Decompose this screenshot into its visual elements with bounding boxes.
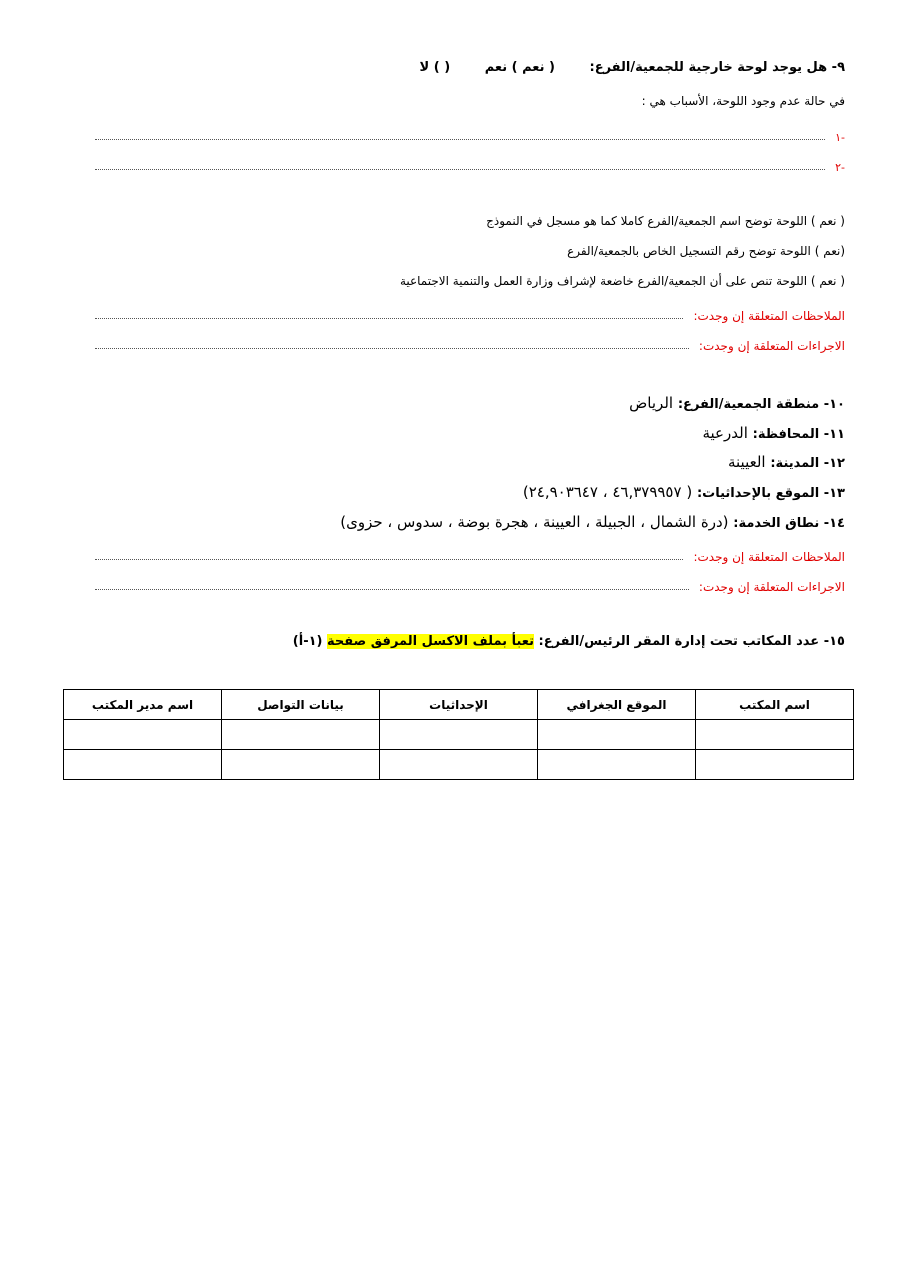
coordinates-value: ( ٤٦,٣٧٩٩٥٧ ، ٢٤,٩٠٣٦٤٧) bbox=[522, 483, 693, 501]
excel-note-highlight: تعبأ بملف الاكسل المرفق صفحة bbox=[327, 634, 534, 649]
table-cell[interactable] bbox=[696, 750, 854, 780]
dotted-fill bbox=[95, 348, 689, 349]
dotted-fill bbox=[95, 559, 683, 560]
q9-yes-option[interactable]: ( نعم ) نعم bbox=[484, 60, 555, 75]
table-header-row bbox=[64, 690, 854, 720]
region-row bbox=[629, 394, 845, 412]
table-cell[interactable] bbox=[222, 720, 380, 750]
reason-number-1: -١ bbox=[835, 131, 845, 144]
city-label: ١٢- المدينة: bbox=[770, 456, 845, 471]
governorate-value: الدرعية bbox=[702, 424, 748, 442]
notes-label: الملاحظات المتعلقة إن وجدت: bbox=[693, 550, 845, 564]
governorate-label: ١١- المحافظة: bbox=[752, 427, 845, 442]
check-sign-name[interactable]: ( نعم ) اللوحة توضح اسم الجمعية/الفرع كاملا كما هو مسجل في النموذج bbox=[486, 214, 845, 228]
notes-label: الملاحظات المتعلقة إن وجدت: bbox=[693, 309, 845, 323]
excel-page-ref: (١-أ) bbox=[292, 634, 323, 649]
reason-line-2[interactable] bbox=[95, 156, 845, 174]
dotted-fill bbox=[95, 589, 689, 590]
check-sign-registration[interactable]: (نعم ) اللوحة توضح رقم التسجيل الخاص بالجمعية/الفرع bbox=[567, 244, 845, 258]
table-cell[interactable] bbox=[538, 720, 696, 750]
header-office-manager: اسم مدير المكتب bbox=[64, 690, 222, 720]
coordinates-row bbox=[523, 483, 845, 501]
dotted-fill bbox=[95, 318, 683, 319]
table-cell[interactable] bbox=[696, 720, 854, 750]
q9-no-option[interactable]: ( ) لا bbox=[419, 60, 451, 75]
service-scope-row bbox=[340, 513, 845, 531]
actions-line-2[interactable] bbox=[95, 576, 845, 594]
notes-line-2[interactable] bbox=[95, 546, 845, 564]
table-cell[interactable] bbox=[380, 750, 538, 780]
coordinates-label: ١٣- الموقع بالإحداثيات: bbox=[696, 486, 845, 501]
city-row bbox=[728, 453, 845, 471]
reason-line-1[interactable] bbox=[95, 126, 845, 144]
governorate-row bbox=[702, 424, 845, 442]
actions-label: الاجراءات المتعلقة إن وجدت: bbox=[698, 339, 845, 353]
city-value: العيينة bbox=[727, 453, 766, 471]
table-cell[interactable] bbox=[380, 720, 538, 750]
region-label: ١٠- منطقة الجمعية/الفرع: bbox=[677, 397, 845, 412]
reason-number-2: -٢ bbox=[835, 161, 845, 174]
q9-row bbox=[420, 60, 845, 75]
header-office-name: اسم المكتب bbox=[696, 690, 854, 720]
header-coordinates: الإحداثيات bbox=[380, 690, 538, 720]
service-scope-label: ١٤- نطاق الخدمة: bbox=[733, 516, 845, 531]
region-value: الرياض bbox=[629, 394, 674, 412]
reasons-intro: في حالة عدم وجود اللوحة، الأسباب هي : bbox=[641, 94, 845, 108]
table-row bbox=[64, 750, 854, 780]
check-sign-ministry[interactable]: ( نعم ) اللوحة تنص على أن الجمعية/الفرع خاضعة لإشراف وزارة العمل والتنمية الاجتماعية bbox=[399, 274, 845, 288]
service-scope-value: (درة الشمال ، الجبيلة ، العيينة ، هجرة بوضة ، سدوس ، حزوى) bbox=[340, 513, 729, 531]
dotted-fill bbox=[95, 139, 825, 140]
table-row bbox=[64, 720, 854, 750]
table-cell[interactable] bbox=[64, 750, 222, 780]
dotted-fill bbox=[95, 169, 825, 170]
table-cell[interactable] bbox=[222, 750, 380, 780]
header-contact-info: بيانات التواصل bbox=[222, 690, 380, 720]
header-geo-location: الموقع الجغرافي bbox=[538, 690, 696, 720]
offices-table bbox=[63, 689, 854, 780]
table-cell[interactable] bbox=[64, 720, 222, 750]
notes-line-1[interactable] bbox=[95, 305, 845, 323]
offices-count-label: ١٥- عدد المكاتب تحت إدارة المقر الرئيس/الفرع: bbox=[538, 634, 845, 649]
table-cell[interactable] bbox=[538, 750, 696, 780]
q9-question: ٩- هل يوجد لوحة خارجية للجمعية/الفرع: bbox=[589, 60, 845, 75]
actions-label: الاجراءات المتعلقة إن وجدت: bbox=[698, 580, 845, 594]
actions-line-1[interactable] bbox=[95, 335, 845, 353]
offices-count-row bbox=[293, 634, 845, 649]
